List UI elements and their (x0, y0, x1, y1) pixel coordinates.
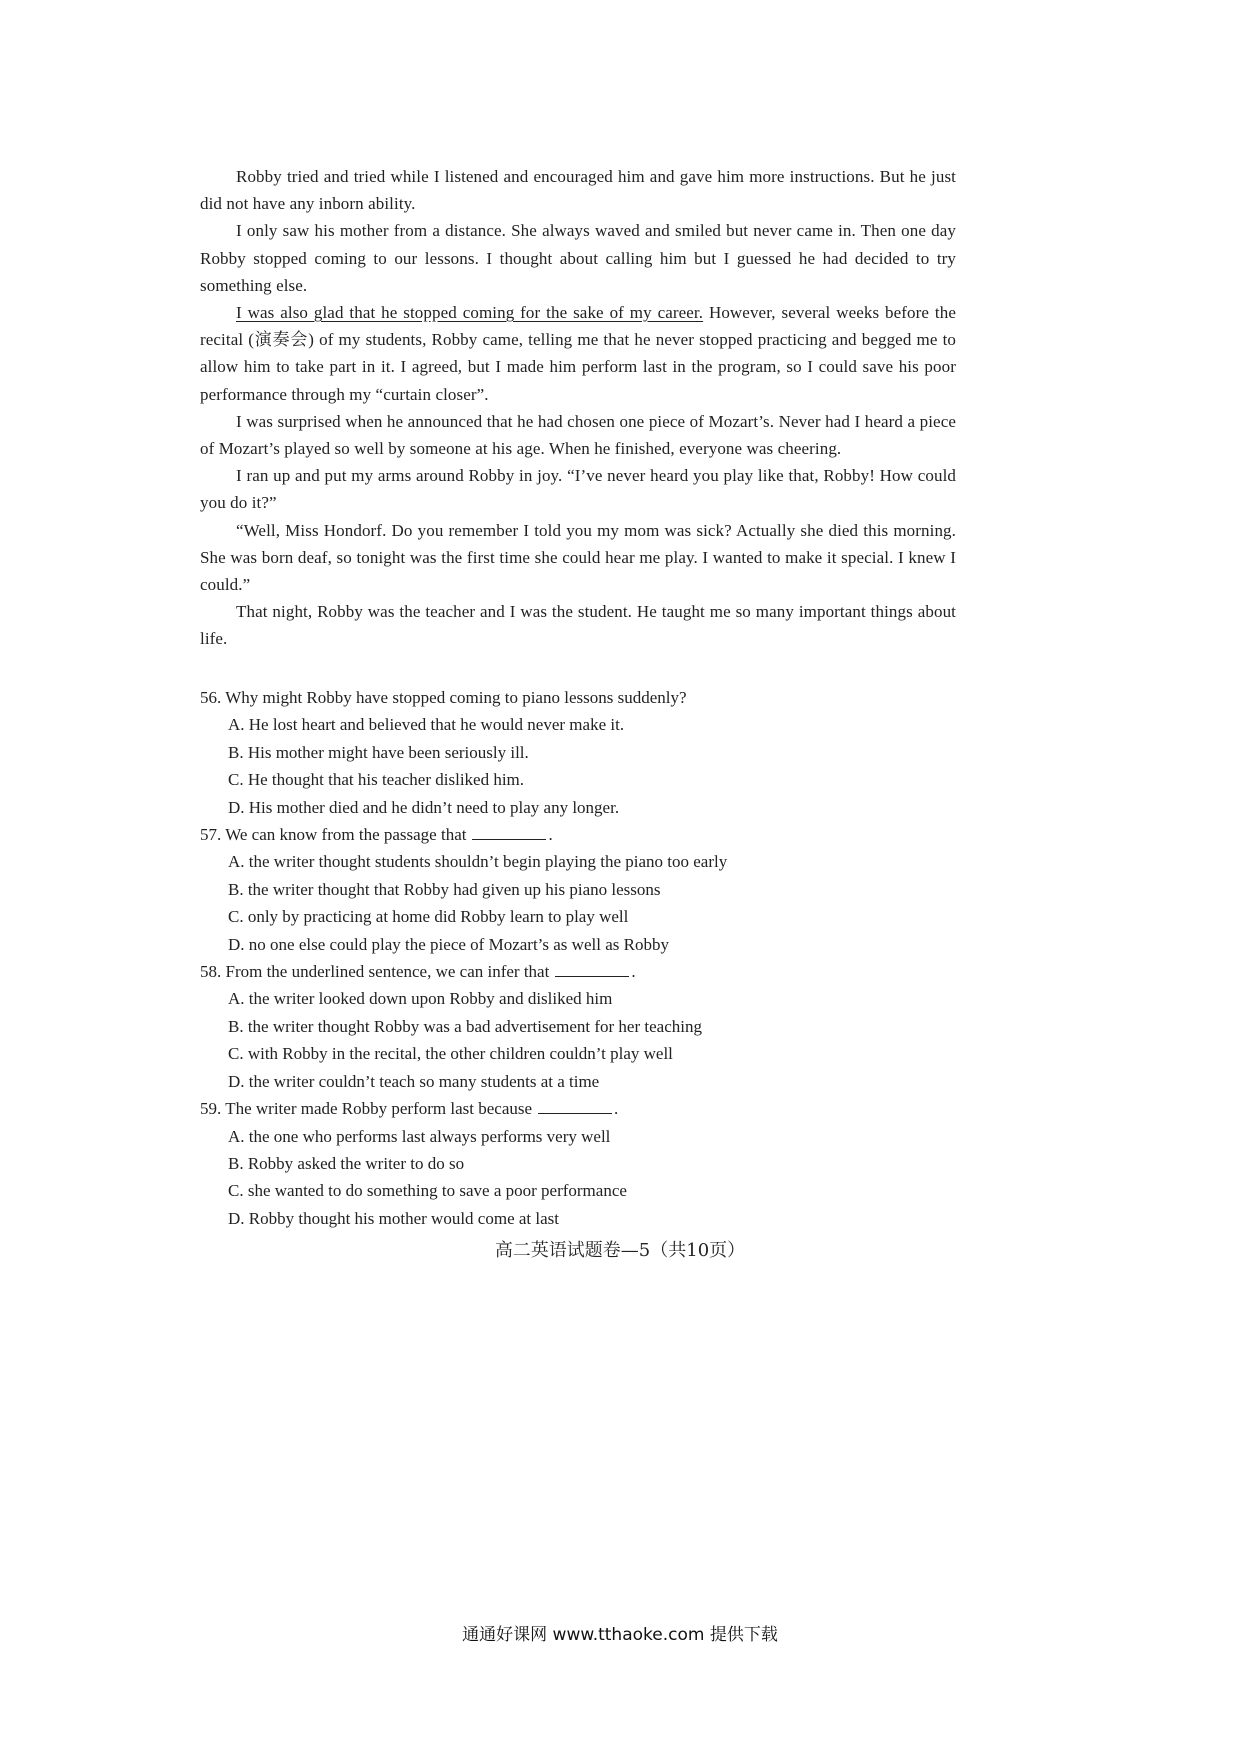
option-d: D. the writer couldn’t teach so many students at a time (228, 1071, 600, 1091)
option-b: B. the writer thought Robby was a bad advertisement for her teaching (228, 1016, 702, 1036)
paragraph-text: I ran up and put my arms around Robby in joy. “I’ve never heard you play like that, Robby! How could you do it?” (200, 466, 956, 513)
blank-period: . (631, 962, 636, 982)
paragraph-text: “Well, Miss Hondorf. Do you remember I told you my mom was sick? Actually she died this morning. She was born deaf, so tonight was the first time she could hear me play. I wanted to make it special. I knew I could.” (200, 520, 956, 595)
answer-blank (538, 1099, 612, 1114)
answer-blank (555, 962, 629, 977)
question-stem (200, 958, 956, 985)
question-56 (200, 684, 956, 821)
answer-blank (472, 825, 546, 840)
option-a: A. the one who performs last always performs very well (228, 1126, 611, 1146)
passage-paragraph (200, 517, 956, 599)
option-b: B. Robby asked the writer to do so (228, 1153, 465, 1173)
paragraph-text: I was surprised when he announced that he had chosen one piece of Mozart’s. Never had I heard a piece of Mozart’s played so well by someone at his age. When he finished, everyone was cheering. (200, 411, 956, 459)
paragraph-text: I only saw his mother from a distance. She always waved and smiled but never came in. Then one day Robby stopped coming to our lessons. I thought about calling him but I guessed he had decided to try something else. (200, 221, 956, 295)
question-number: 57. (200, 825, 222, 845)
option-d: D. Robby thought his mother would come at last (228, 1208, 559, 1228)
question-57 (200, 821, 956, 958)
passage-paragraph (200, 408, 956, 462)
paragraph-text: However, several weeks before the recital (演奏会) of my students, Robby came, telling me that he never stopped practicing and begged me to allow him to take part in it. I agreed, but I made him perform last in the program, so I could save his poor performance through my “curtain closer”. (200, 303, 956, 404)
passage-paragraph (200, 217, 956, 299)
reading-passage (200, 163, 956, 653)
option-c: C. with Robby in the recital, the other children couldn’t play well (228, 1044, 673, 1064)
question-number: 58. (200, 962, 222, 982)
option-a: A. He lost heart and believed that he would never make it. (228, 715, 625, 735)
option-c: C. He thought that his teacher disliked him. (228, 770, 525, 790)
option-c: C. she wanted to do something to save a poor performance (228, 1181, 627, 1201)
passage-paragraph (200, 163, 956, 217)
blank-period: . (548, 825, 553, 845)
page-footer-title: 高二英语试题卷—5（共10页） (494, 1240, 746, 1261)
download-credit: 通通好课网 www.tthaoke.com 提供下载 (462, 1625, 778, 1645)
option-a: A. the writer thought students shouldn’t begin playing the piano too early (228, 852, 728, 872)
question-stem (200, 1095, 956, 1122)
question-text: Why might Robby have stopped coming to piano lessons suddenly? (225, 688, 687, 707)
question-text: The writer made Robby perform last because (225, 1099, 533, 1119)
option-b: B. the writer thought that Robby had given up his piano lessons (228, 879, 661, 899)
question-stem (200, 684, 956, 711)
question-list (200, 684, 956, 1232)
option-a: A. the writer looked down upon Robby and disliked him (228, 989, 613, 1009)
underlined-sentence: I was also glad that he stopped coming for the sake of my career. (236, 303, 704, 323)
paragraph-text: That night, Robby was the teacher and I was the student. He taught me so many important things about life. (200, 602, 956, 649)
blank-period: . (614, 1099, 619, 1119)
option-d: D. no one else could play the piece of Mozart’s as well as Robby (228, 934, 669, 954)
question-text: From the underlined sentence, we can infer that (225, 962, 550, 982)
option-b: B. His mother might have been seriously ill. (228, 742, 529, 762)
option-c: C. only by practicing at home did Robby learn to play well (228, 907, 629, 927)
question-59 (200, 1095, 956, 1232)
paragraph-text: Robby tried and tried while I listened and encouraged him and gave him more instructions. But he just did not have any inborn ability. (200, 167, 956, 214)
passage-paragraph (200, 462, 956, 516)
option-d: D. His mother died and he didn’t need to play any longer. (228, 797, 620, 817)
question-58 (200, 958, 956, 1095)
question-number: 56. (200, 688, 222, 707)
question-number: 59. (200, 1099, 222, 1119)
passage-paragraph (200, 299, 956, 408)
question-stem (200, 821, 956, 848)
passage-paragraph (200, 598, 956, 652)
question-text: We can know from the passage that (225, 825, 467, 845)
